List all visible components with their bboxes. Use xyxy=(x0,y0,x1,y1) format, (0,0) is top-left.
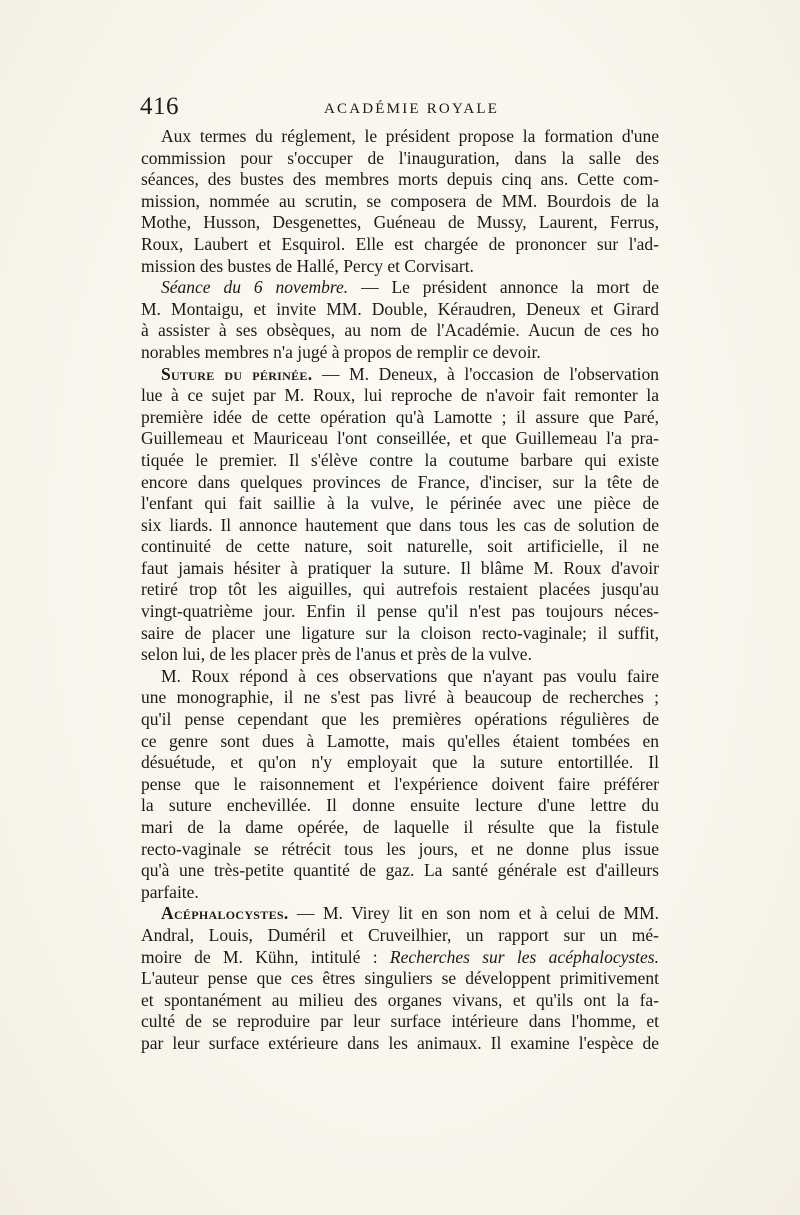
italic-phrase: Séance du 6 novembre. xyxy=(161,277,349,298)
text-line xyxy=(141,709,659,731)
line-text: par leur surface extérieure dans les animaux. Il examine l'espèce de xyxy=(141,1032,659,1053)
line-text: culté de se reproduire par leur surface intérieure dans l'homme, et xyxy=(141,1011,659,1032)
line-text: retiré trop tôt les aiguilles, qui autrefois restaient placées jusqu'au xyxy=(141,579,659,600)
line-text: continuité de cette nature, soit naturelle, soit artificielle, il ne xyxy=(141,536,659,557)
text-line xyxy=(141,191,659,213)
text-line xyxy=(141,493,659,515)
text-line xyxy=(141,169,659,191)
line-text: première idée de cette opération qu'à Lamotte ; il assure que Paré, xyxy=(141,406,659,427)
text-line xyxy=(141,903,659,925)
text-line xyxy=(141,623,659,645)
line-text: mission, nommée au scrutin, se composera de MM. Bourdois de la xyxy=(141,190,659,211)
line-text: qu'il pense cependant que les premières opérations régulières de xyxy=(141,709,659,730)
line-text: parfaite. xyxy=(141,881,199,902)
text-line xyxy=(141,472,659,494)
section-heading: Acéphalocystes. xyxy=(161,903,289,924)
line-text: Aux termes du réglement, le président propose la formation d'une xyxy=(161,126,659,146)
line-text: six liards. Il annonce hautement que dans tous les cas de solution de xyxy=(141,514,659,535)
page-number: 416 xyxy=(140,93,179,120)
text-line xyxy=(141,644,659,666)
text-line xyxy=(141,666,659,688)
line-text: faut jamais hésiter à pratiquer la suture. Il blâme M. Roux d'avoir xyxy=(141,557,659,578)
line-text: commission pour s'occuper de l'inauguration, dans la salle des xyxy=(141,147,659,168)
line-text: Guillemeau et Mauriceau l'ont conseillée, et que Guillemeau l'a pra- xyxy=(141,428,659,449)
text-line xyxy=(141,212,659,234)
line-text: — Le président annonce la mort de xyxy=(348,277,659,298)
line-text: ce genre sont dues à Lamotte, mais qu'elles étaient tombées en xyxy=(141,730,659,751)
text-line xyxy=(141,299,659,321)
text-line xyxy=(141,1011,659,1033)
line-text: qu'à une très-petite quantité de gaz. La santé générale est d'ailleurs xyxy=(141,860,659,881)
text-line xyxy=(141,579,659,601)
line-text: recto-vaginale se rétrécit tous les jours, et ne donne plus issue xyxy=(141,838,659,859)
line-text: la suture enchevillée. Il donne ensuite lecture d'une lettre du xyxy=(141,795,659,816)
text-line xyxy=(141,839,659,861)
text-line xyxy=(141,947,659,969)
line-text: moire de M. Kühn, intitulé : xyxy=(141,946,390,967)
line-text: pense que le raisonnement et l'expérience doivent faire préférer xyxy=(141,773,659,794)
text-line xyxy=(141,364,659,386)
line-text: une monographie, il ne s'est pas livré à beaucoup de recherches ; xyxy=(141,687,659,708)
text-line xyxy=(141,817,659,839)
text-line xyxy=(141,407,659,429)
line-text: mari de la dame opérée, de laquelle il résulte que la fistule xyxy=(141,817,659,837)
text-line xyxy=(141,752,659,774)
line-text: à assister à ses obsèques, au nom de l'Académie. Aucun de ces ho xyxy=(141,320,659,341)
line-text: Mothe, Husson, Desgenettes, Guéneau de Mussy, Laurent, Ferrus, xyxy=(141,212,659,233)
line-text: Roux, Laubert et Esquirol. Elle est chargée de prononcer sur l'ad- xyxy=(141,233,659,254)
text-line xyxy=(141,882,659,904)
line-text: désuétude, et qu'on n'y employait que la suture entortillée. Il xyxy=(141,752,659,773)
text-line xyxy=(141,774,659,796)
section-heading: Suture du périnée. xyxy=(161,363,313,384)
text-line xyxy=(141,968,659,990)
text-line xyxy=(141,277,659,299)
text-line xyxy=(141,1033,659,1055)
italic-phrase: Recherches sur les acéphalocystes. xyxy=(389,946,659,967)
line-text: séances, des bustes des membres morts depuis cinq ans. Cette com- xyxy=(141,169,659,190)
text-line xyxy=(141,234,659,256)
line-text: tiquée le premier. Il s'élève contre la coutume barbare qui existe xyxy=(141,449,659,470)
text-line xyxy=(141,126,659,148)
text-line xyxy=(141,320,659,342)
line-text: lue à ce sujet par M. Roux, lui reproche de n'avoir fait remonter la xyxy=(141,385,659,406)
line-text: encore dans quelques provinces de France, d'inciser, sur la tête de xyxy=(141,471,659,492)
line-text: M. Roux répond à ces observations que n'ayant pas voulu faire xyxy=(161,665,659,686)
text-line xyxy=(141,687,659,709)
text-line xyxy=(141,342,659,364)
text-line xyxy=(141,925,659,947)
text-line xyxy=(141,256,659,278)
body-text xyxy=(141,126,659,1055)
line-text: vingt-quatrième jour. Enfin il pense qu'il n'est pas toujours néces- xyxy=(141,601,659,622)
line-text: et spontanément au milieu des organes vivans, et qu'ils ont la fa- xyxy=(141,989,659,1010)
line-text: l'enfant qui fait saillie à la vulve, le périnée avec une pièce de xyxy=(141,493,659,514)
line-text: — M. Deneux, à l'occasion de l'observation xyxy=(312,363,659,384)
text-line xyxy=(141,795,659,817)
line-text: L'auteur pense que ces êtres singuliers se développent primitivement xyxy=(141,968,659,989)
text-line xyxy=(141,601,659,623)
running-title: ACADÉMIE ROYALE xyxy=(324,101,500,117)
text-line xyxy=(141,860,659,882)
line-text: norables membres n'a jugé à propos de remplir ce devoir. xyxy=(141,341,541,362)
line-text: Andral, Louis, Duméril et Cruveilhier, un rapport sur un mé- xyxy=(141,924,659,945)
line-text: selon lui, de les placer près de l'anus et près de la vulve. xyxy=(141,644,532,665)
text-line xyxy=(141,515,659,537)
text-line xyxy=(141,148,659,170)
text-line xyxy=(141,428,659,450)
text-line xyxy=(141,731,659,753)
line-text: saire de placer une ligature sur la cloison recto-vaginale; il suffit, xyxy=(141,622,659,643)
line-text: M. Montaigu, et invite MM. Double, Kéraudren, Deneux et Girard xyxy=(141,298,659,319)
text-line xyxy=(141,385,659,407)
line-text: — M. Virey lit en son nom et à celui de MM. xyxy=(288,903,659,924)
line-text: mission des bustes de Hallé, Percy et Corvisart. xyxy=(141,255,474,276)
page-header xyxy=(140,92,662,124)
text-line xyxy=(141,990,659,1012)
text-line xyxy=(141,450,659,472)
text-line xyxy=(141,536,659,558)
text-line xyxy=(141,558,659,580)
